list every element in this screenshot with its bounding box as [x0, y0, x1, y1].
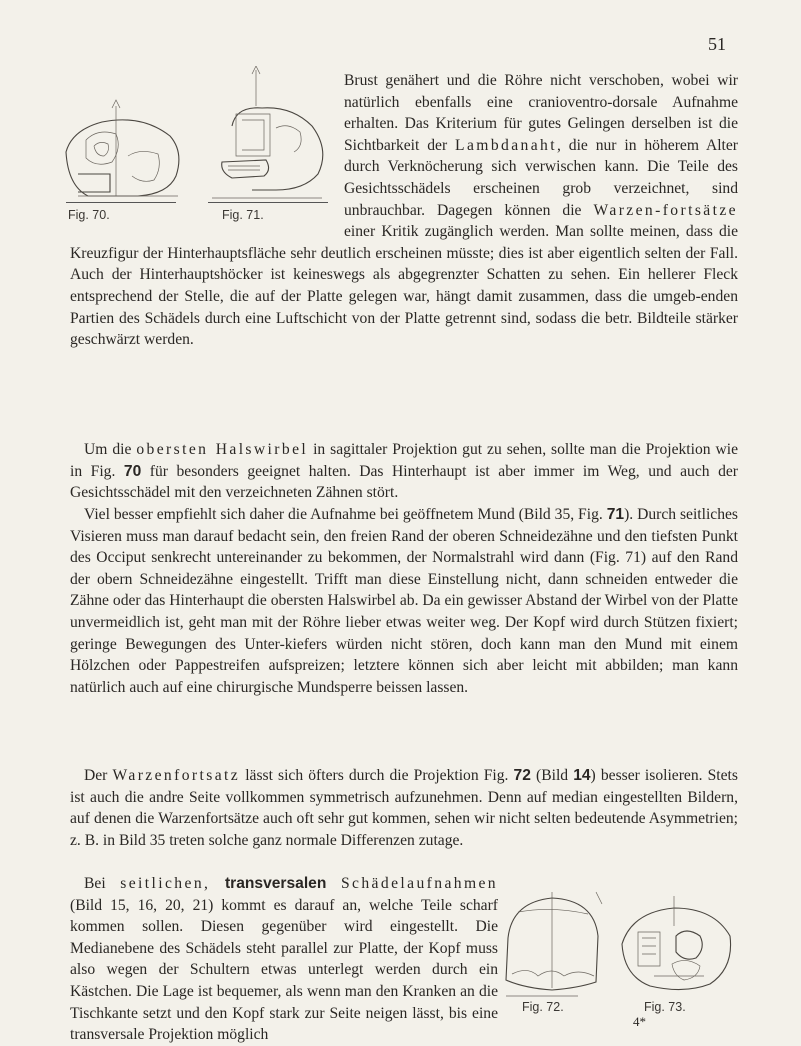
fig-70-caption: Fig. 70.	[68, 208, 110, 222]
paragraph-3: Viel besser empfiehlt sich daher die Aufnahme bei geöffnetem Mund (Bild 35, Fig. 71). Durch seitliches Visieren muss man darauf bedacht sein, den freien Rand der oberen Schneidezähne und den tiefsten Punkt des Occiput senkrecht untereinander zu bekommen, der Normalstrahl wird dann (Fig. 71) auf den Rand der obern Schneidezähne eingestellt. Trifft man diese Einstellung nicht, dann schneiden entweder die Zähne oder das Hinterhaupt die obersten Halswirbel ab. Da ein gewisser Abstand der Wirbel von der Platte unvermeidlich ist, geht man mit der Röhre lieber etwas weiter weg. Der Kopf wird durch Stützen fixiert; geringe Bewegungen des Unter-kiefers würden nicht stören, doch kann man den Mund mit einem Hölzchen oder Pappestreifen aufspreizen; letztere können sich aber leicht mit abbilden; man kann natürlich auch auf eine chirurgische Mundsperre beissen lassen.	[70, 506, 738, 696]
paragraph-2: Um die obersten Halswirbel in sagittaler Projektion gut zu sehen, sollte man die Projektion wie in Fig. 70 für besonders geeignet halten. Das Hinterhaupt ist aber immer im Weg, und auch der Gesichtsschädel mit den verzeichneten Zähnen stört.	[70, 441, 739, 502]
fig-71-caption: Fig. 71.	[222, 208, 264, 222]
paragraph-1: Brust genähert und die Röhre nicht verschoben, wobei wir natürlich ebenfalls eine cranioventro-dorsale Aufnahme erhalten. Das Kriterium für gutes Gelingen derselben ist die Sichtbarkeit der Lambdanaht, die nur in höherem Alter durch Verknöcherung sich verwischen kann. Die Teile des Gesichtsschädels erscheinen grob verzeichnet, sind unbrauchbar. Dagegen können die Warzen-fortsätze einer Kritik zugänglich werden. Man sollte meinen, dass die Kreuzfigur der Hinterhauptsfläche sehr deutlich erscheinen müsste; dies ist aber eigentlich selten der Fall. Auch der Hinterhauptshöcker ist keineswegs als abgegrenzter Schatten zu sehen. Ein hellerer Fleck entsprechend der Stelle, die auf der Platte gelegen war, hängt damit zusammen, dass die umgeb-enden Partien des Schädels durch eine Luftschicht von der Platte getrennt sind, sodass die betr. Bildteile stärker geschwärzt werden.	[70, 72, 739, 349]
signature-mark: 4*	[633, 1014, 646, 1029]
figure-72-skull-sketch	[498, 888, 610, 998]
fig-73-caption: Fig. 73.	[644, 1000, 686, 1014]
page-number: 51	[708, 34, 726, 54]
fig-72-caption: Fig. 72.	[522, 1000, 564, 1014]
figure-73-skull-sketch	[614, 896, 738, 1000]
paragraph-4: Der Warzenfortsatz lässt sich öfters durch die Projektion Fig. 72 (Bild 14) besser isolieren. Stets ist auch die andre Seite vollkommen symmetrisch aufzunehmen. Denn auf median eingestellten Bildern, auf denen die Warzenfortsätze auch oft sehr gut kommen, sehen wir nicht selten bedeutende Asymmetrien; z. B. in Bild 35 treten solche ganz normale Differenzen zutage.	[70, 767, 738, 849]
paragraph-5: Bei seitlichen, transversalen Schädelaufnahmen (Bild 15, 16, 20, 21) kommt es darauf an, welche Teile scharf kommen sollen. Diesen gegenüber wird eingestellt. Die Medianebene des Schädels steht parallel zur Platte, der Kopf muss also wegen der Schultern etwas unterlegt werden durch ein Kästchen. Die Lage ist bequemer, als wenn man den Kranken an die Tischkante setzt und den Kopf stark zur Seite neigen lässt, bis eine transversale Projektion möglich	[70, 875, 499, 1044]
